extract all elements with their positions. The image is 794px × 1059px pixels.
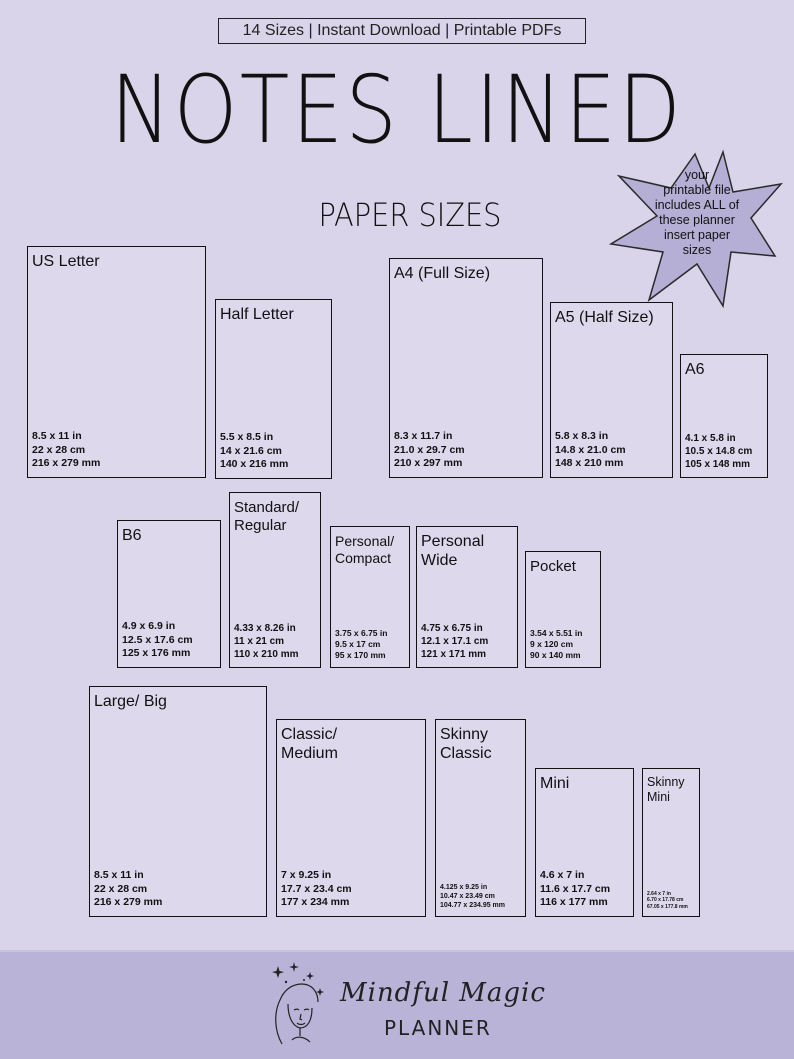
page-subtitle: PAPER SIZES: [318, 196, 502, 234]
paper-dimensions: 8.5 x 11 in 22 x 28 cm 216 x 279 mm: [32, 430, 101, 470]
paper-dimensions: 8.3 x 11.7 in 21.0 x 29.7 cm 210 x 297 mm: [394, 430, 465, 470]
woman-face-with-stars-icon: [268, 960, 330, 1048]
paper-label: Personal Wide: [421, 533, 485, 569]
paper-label: A4 (Full Size): [394, 265, 491, 282]
paper-dimensions: 4.33 x 8.26 in 11 x 21 cm 110 x 210 mm: [234, 623, 299, 660]
paper-personal-wide: [416, 526, 518, 668]
paper-dimensions: 3.54 x 5.51 in 9 x 120 cm 90 x 140 mm: [530, 627, 583, 660]
paper-dimensions: 4.75 x 6.75 in 12.1 x 17.1 cm 121 x 171 mm: [421, 623, 489, 660]
paper-label: Large/ Big: [94, 693, 167, 710]
callout-text: your printable file includes ALL of these planner insert paper sizes: [654, 168, 740, 257]
paper-label: Skinny Mini: [647, 775, 685, 804]
paper-half-letter: [215, 299, 332, 479]
paper-skinny-classic: [435, 719, 526, 917]
paper-dimensions: 5.8 x 8.3 in 14.8 x 21.0 cm 148 x 210 mm: [555, 430, 626, 470]
paper-label: Classic/ Medium: [281, 726, 338, 762]
paper-classic-medium: [276, 719, 426, 917]
paper-label: Half Letter: [220, 306, 294, 323]
paper-dimensions: 4.6 x 7 in 11.6 x 17.7 cm 116 x 177 mm: [540, 869, 611, 909]
brand-word: PLANNER: [384, 1016, 492, 1040]
paper-label: B6: [122, 527, 142, 544]
paper-a6: [680, 354, 768, 478]
paper-us-letter: [27, 246, 206, 478]
paper-b6: [117, 520, 221, 668]
paper-dimensions: 4.1 x 5.8 in 10.5 x 14.8 cm 105 x 148 mm: [685, 433, 753, 470]
feature-badge: 14 Sizes | Instant Download | Printable PDFs: [218, 18, 586, 44]
paper-a4: [389, 258, 543, 478]
paper-label: US Letter: [32, 253, 100, 270]
paper-label: Pocket: [530, 558, 576, 575]
paper-pocket: [525, 551, 601, 668]
paper-dimensions: 7 x 9.25 in 17.7 x 23.4 cm 177 x 234 mm: [281, 869, 352, 909]
paper-label: A5 (Half Size): [555, 309, 654, 326]
paper-dimensions: 5.5 x 8.5 in 14 x 21.6 cm 140 x 216 mm: [220, 431, 289, 471]
paper-label: A6: [685, 361, 705, 378]
paper-dimensions: 8.5 x 11 in 22 x 28 cm 216 x 279 mm: [94, 869, 163, 909]
paper-mini: [535, 768, 634, 917]
brand-script: Mindful Magic: [340, 978, 546, 1008]
paper-skinny-mini: [642, 768, 700, 917]
paper-standard-regular: [229, 492, 321, 668]
paper-dimensions: 3.75 x 6.75 in 9.5 x 17 cm 95 x 170 mm: [335, 627, 388, 660]
paper-personal-compact: [330, 526, 410, 668]
paper-label: Standard/ Regular: [234, 499, 300, 534]
paper-dimensions: 4.125 x 9.25 in 10.47 x 23.49 cm 104.77 x 234.95 mm: [440, 883, 505, 909]
paper-label: Skinny Classic: [440, 726, 492, 762]
paper-label: Personal/ Compact: [335, 533, 395, 566]
paper-dimensions: 2.64 x 7 in 6.70 x 17.78 cm 67.05 x 177.8 mm: [647, 890, 688, 910]
paper-dimensions: 4.9 x 6.9 in 12.5 x 17.6 cm 125 x 176 mm: [122, 620, 193, 660]
paper-large-big: [89, 686, 267, 917]
paper-a5: [550, 302, 673, 478]
page-title: NOTES LINED: [110, 56, 684, 165]
paper-label: Mini: [540, 775, 570, 792]
